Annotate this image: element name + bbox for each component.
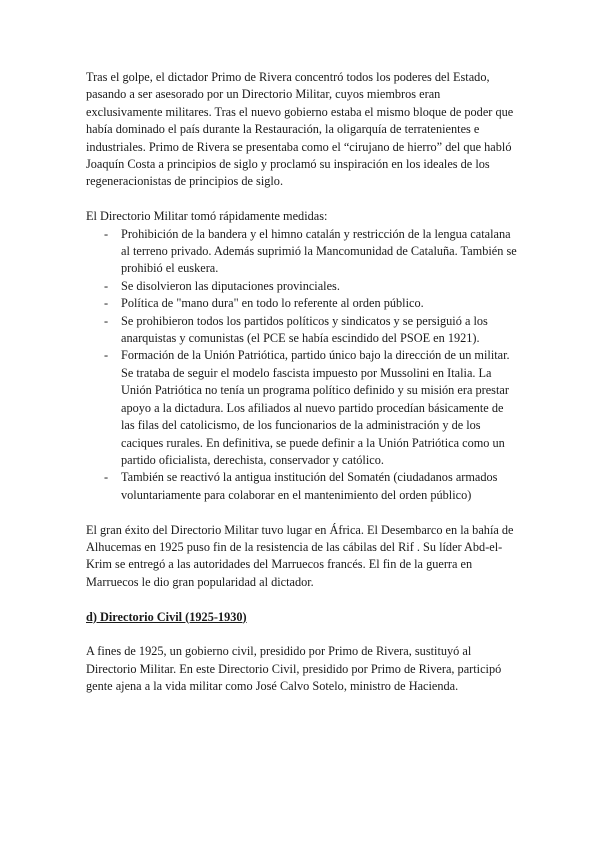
list-item-text: Prohibición de la bandera y el himno catalán y restricción de la lengua catalana al terreno privado. Además suprimió la Mancomunidad de Cataluña. También se prohibió el euskera. xyxy=(121,226,517,276)
list-item-text: Se prohibieron todos los partidos políticos y sindicatos y se persiguió a los anarquistas y comunistas (el PCE se había escindido del PSOE en 1921). xyxy=(121,313,488,346)
list-item-text: Política de "mano dura" en todo lo referente al orden público. xyxy=(121,296,424,311)
measures-list xyxy=(86,226,518,505)
list-item-text: También se reactivó la antigua institución del Somatén (ciudadanos armados voluntariamente para colaborar en el mantenimiento del orden público) xyxy=(121,470,498,502)
list-item xyxy=(86,469,518,504)
bullet-dash: - xyxy=(104,296,109,311)
list-item xyxy=(86,278,518,295)
africa-paragraph: El gran éxito del Directorio Militar tuvo lugar en África. El Desembarco en la bahía de Alhucemas en 1925 puso fin de la resistencia de las cábilas del Rif . Su líder Abd-el-Krim se entregó a las autoridades del Marruecos francés. El fin de la guerra en Marruecos le dio gran popularidad al dictador. xyxy=(86,522,514,589)
list-item-text: Formación de la Unión Patriótica, partido único bajo la dirección de un militar. Se trataba de seguir el modelo fascista impuesto por Mussolini en Italia. La Unión Patriótica no tenía un programa político definido y su misión era prestar apoyo a la dictadura. Los afiliados al nuevo partido procedían básicamente de las filas del catolicismo, de los funcionarios de la administración y de los caciques rurales. En definitiva, se puede definir a la Unión Patriótica como un partido oficialista, derechista, conservador y católico. xyxy=(121,348,510,467)
bullet-dash: - xyxy=(104,313,109,328)
bullet-dash: - xyxy=(104,470,109,485)
measures-intro-paragraph: El Directorio Militar tomó rápidamente medidas: xyxy=(86,209,328,224)
list-item xyxy=(86,347,518,469)
bullet-dash: - xyxy=(104,226,109,241)
list-item xyxy=(86,295,518,312)
bullet-dash: - xyxy=(104,278,109,293)
section-heading: d) Directorio Civil (1925-1930) xyxy=(86,609,247,624)
list-item-text: Se disolvieron las diputaciones provinciales. xyxy=(121,278,340,293)
list-item xyxy=(86,313,518,348)
bullet-dash: - xyxy=(104,348,109,363)
document-page xyxy=(86,69,518,696)
intro-paragraph: Tras el golpe, el dictador Primo de Rivera concentró todos los poderes del Estado, pasando a ser asesorado por un Directorio Militar, cuyos miembros eran exclusivamente militares. Tras el nuevo gobierno estaba el mismo bloque de poder que había dominado el país durante la Restauración, la oligarquía de terratenientes e industriales. Primo de Rivera se presentaba como el “cirujano de hierro” del que habló Joaquín Costa a principios de siglo y proclamó su inspiración en los ideales de los regeneracionistas de principios de siglo. xyxy=(86,70,514,189)
civil-directory-paragraph: A fines de 1925, un gobierno civil, presidido por Primo de Rivera, sustituyó al Directorio Militar. En este Directorio Civil, presidido por Primo de Rivera, participó gente ajena a la vida militar como José Calvo Sotelo, ministro de Hacienda. xyxy=(86,644,502,694)
list-item xyxy=(86,226,518,278)
